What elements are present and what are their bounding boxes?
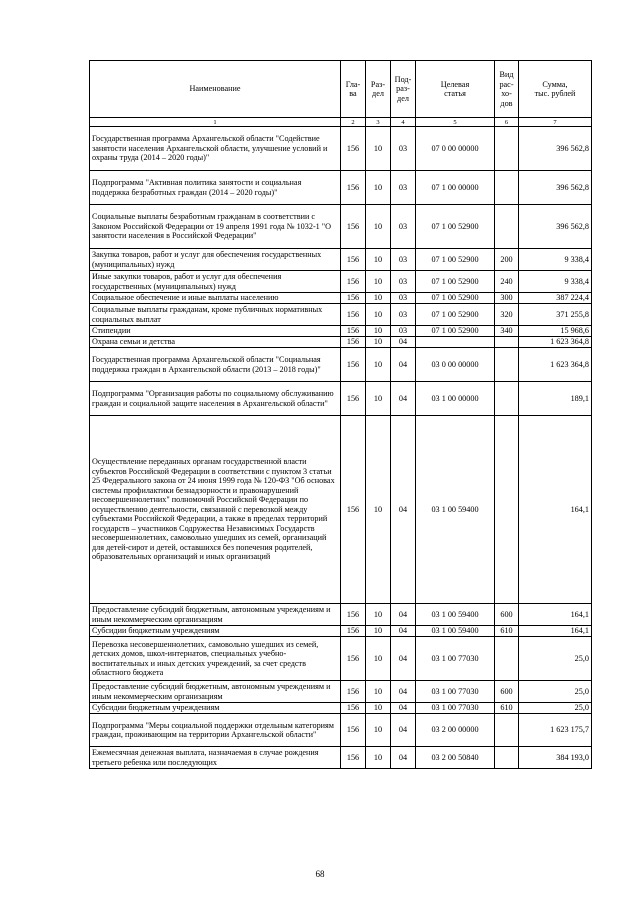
row-name: Ежемесячная денежная выплата, назначаемая в случае рождения третьего ребенка или последующих [90,747,341,769]
row-chapter: 156 [341,747,366,769]
row-chapter: 156 [341,714,366,747]
row-subsection: 03 [391,127,416,171]
row-chapter: 156 [341,271,366,293]
header-amount: Сумма, тыс. рублей [519,61,592,118]
row-subsection: 03 [391,293,416,304]
row-subsection: 03 [391,249,416,271]
row-amount: 396 562,8 [519,171,592,205]
row-chapter: 156 [341,637,366,681]
row-amount: 9 338,4 [519,271,592,293]
row-expense-type [495,637,519,681]
row-expense-type [495,382,519,416]
row-subsection: 04 [391,747,416,769]
row-amount: 396 562,8 [519,205,592,249]
table-row [90,271,592,293]
column-number: 7 [519,118,592,127]
row-chapter: 156 [341,416,366,604]
row-expense-type: 320 [495,304,519,326]
table-row [90,293,592,304]
table-row [90,604,592,626]
header-row [90,61,592,118]
row-name: Субсидии бюджетным учреждениям [90,626,341,637]
row-target: 03 2 00 50840 [416,747,495,769]
header-target: Целевая статья [416,61,495,118]
row-target: 07 1 00 52900 [416,326,495,337]
row-amount: 387 224,4 [519,293,592,304]
table-row [90,171,592,205]
row-subsection: 04 [391,714,416,747]
table-row [90,637,592,681]
row-section: 10 [366,382,391,416]
row-amount: 396 562,8 [519,127,592,171]
table-row [90,703,592,714]
row-target: 07 1 00 52900 [416,271,495,293]
row-target: 07 0 00 00000 [416,127,495,171]
row-section: 10 [366,703,391,714]
row-expense-type: 610 [495,626,519,637]
row-expense-type: 340 [495,326,519,337]
header-chapter: Гла- ва [341,61,366,118]
row-name: Государственная программа Архангельской области "Содействие занятости населения Архангельской области, улучшение условий и охраны труда (2014 – 2020 годы)" [90,127,341,171]
row-name: Государственная программа Архангельской области "Социальная поддержка граждан в Архангельской области (2013 – 2018 годы)" [90,348,341,382]
row-section: 10 [366,337,391,348]
row-section: 10 [366,304,391,326]
row-expense-type: 300 [495,293,519,304]
row-name: Подпрограмма "Активная политика занятости и социальная поддержка безработных граждан (2014 – 2020 годы)" [90,171,341,205]
column-number: 6 [495,118,519,127]
table-row [90,205,592,249]
row-section: 10 [366,348,391,382]
row-section: 10 [366,171,391,205]
table-row [90,348,592,382]
row-amount: 189,1 [519,382,592,416]
row-section: 10 [366,604,391,626]
row-target: 07 1 00 52900 [416,249,495,271]
row-expense-type [495,171,519,205]
row-target: 03 1 00 59400 [416,604,495,626]
row-target: 03 2 00 00000 [416,714,495,747]
table-body [90,127,592,769]
row-subsection: 04 [391,382,416,416]
row-target: 03 1 00 77030 [416,637,495,681]
row-subsection: 03 [391,205,416,249]
row-subsection: 04 [391,348,416,382]
row-amount: 1 623 175,7 [519,714,592,747]
row-chapter: 156 [341,304,366,326]
header-name: Наименование [90,61,341,118]
row-amount: 1 623 364,8 [519,348,592,382]
row-subsection: 04 [391,637,416,681]
page-number: 68 [315,869,325,879]
row-expense-type [495,337,519,348]
column-number: 2 [341,118,366,127]
row-expense-type: 240 [495,271,519,293]
budget-table [89,60,592,769]
row-name: Подпрограмма "Меры социальной поддержки отдельным категориям граждан, проживающим на территории Архангельской области" [90,714,341,747]
table-row [90,326,592,337]
row-target: 03 1 00 77030 [416,681,495,703]
table-row [90,382,592,416]
row-target: 03 1 00 59400 [416,416,495,604]
row-target: 07 1 00 00000 [416,171,495,205]
row-chapter: 156 [341,326,366,337]
row-section: 10 [366,205,391,249]
row-section: 10 [366,127,391,171]
row-name: Перевозка несовершеннолетних, самовольно ушедших из семей, детских домов, школ-интернатов, специальных учебно-воспитательных и иных детских учреждений, за счет средств областного бюджета [90,637,341,681]
row-expense-type: 610 [495,703,519,714]
row-section: 10 [366,626,391,637]
row-amount: 25,0 [519,637,592,681]
row-amount: 1 623 364,8 [519,337,592,348]
row-expense-type [495,205,519,249]
row-subsection: 04 [391,337,416,348]
row-expense-type: 600 [495,604,519,626]
row-amount: 25,0 [519,681,592,703]
row-name: Закупка товаров, работ и услуг для обеспечения государственных (муниципальных) нужд [90,249,341,271]
row-expense-type [495,747,519,769]
row-section: 10 [366,326,391,337]
table-row [90,304,592,326]
header-section: Раз- дел [366,61,391,118]
row-amount: 164,1 [519,626,592,637]
row-subsection: 03 [391,171,416,205]
row-subsection: 04 [391,703,416,714]
row-chapter: 156 [341,127,366,171]
row-target: 07 1 00 52900 [416,304,495,326]
row-amount: 164,1 [519,416,592,604]
column-number: 3 [366,118,391,127]
table-row [90,714,592,747]
column-number-row [90,118,592,127]
row-chapter: 156 [341,681,366,703]
row-section: 10 [366,293,391,304]
header-subsection: Под- раз- дел [391,61,416,118]
row-target: 07 1 00 52900 [416,205,495,249]
column-number: 4 [391,118,416,127]
row-subsection: 03 [391,304,416,326]
row-chapter: 156 [341,293,366,304]
row-chapter: 156 [341,205,366,249]
row-name: Социальное обеспечение и иные выплаты населению [90,293,341,304]
row-chapter: 156 [341,604,366,626]
row-chapter: 156 [341,348,366,382]
row-section: 10 [366,637,391,681]
row-target [416,337,495,348]
row-name: Предоставление субсидий бюджетным, автономным учреждениям и иным некоммерческим организациям [90,604,341,626]
row-amount: 15 968,6 [519,326,592,337]
row-subsection: 03 [391,326,416,337]
row-expense-type: 600 [495,681,519,703]
row-section: 10 [366,416,391,604]
row-chapter: 156 [341,337,366,348]
table-row [90,626,592,637]
table-row [90,747,592,769]
row-amount: 164,1 [519,604,592,626]
row-section: 10 [366,681,391,703]
row-subsection: 04 [391,626,416,637]
row-name: Социальные выплаты безработным гражданам в соответствии с Законом Российской Федерации от 19 апреля 1991 года № 1032-1 "О занятости населения в Российской Федерации" [90,205,341,249]
row-section: 10 [366,747,391,769]
row-expense-type [495,416,519,604]
row-name: Социальные выплаты гражданам, кроме публичных нормативных социальных выплат [90,304,341,326]
row-amount: 384 193,0 [519,747,592,769]
row-name: Охрана семьи и детства [90,337,341,348]
row-expense-type [495,127,519,171]
row-section: 10 [366,249,391,271]
table-row [90,249,592,271]
row-name: Подпрограмма "Организация работы по социальному обслуживанию граждан и социальной защите населения в Архангельской области" [90,382,341,416]
row-chapter: 156 [341,626,366,637]
row-amount: 25,0 [519,703,592,714]
row-name: Стипендии [90,326,341,337]
column-number: 5 [416,118,495,127]
table-row [90,127,592,171]
row-chapter: 156 [341,703,366,714]
row-chapter: 156 [341,171,366,205]
row-subsection: 04 [391,416,416,604]
table-row [90,337,592,348]
table-row [90,416,592,604]
row-name: Иные закупки товаров, работ и услуг для обеспечения государственных (муниципальных) нужд [90,271,341,293]
row-amount: 9 338,4 [519,249,592,271]
row-name: Предоставление субсидий бюджетным, автономным учреждениям и иным некоммерческим организациям [90,681,341,703]
row-amount: 371 255,8 [519,304,592,326]
row-target: 03 1 00 77030 [416,703,495,714]
row-target: 03 1 00 59400 [416,626,495,637]
row-expense-type: 200 [495,249,519,271]
row-target: 03 1 00 00000 [416,382,495,416]
row-target: 07 1 00 52900 [416,293,495,304]
column-number: 1 [90,118,341,127]
row-target: 03 0 00 00000 [416,348,495,382]
row-subsection: 04 [391,681,416,703]
row-name: Субсидии бюджетным учреждениям [90,703,341,714]
row-subsection: 04 [391,604,416,626]
row-section: 10 [366,271,391,293]
row-expense-type [495,714,519,747]
row-name: Осуществление переданных органам государственной власти субъектов Российской Федерации в соответствии с пунктом 3 статьи 25 Федерального закона от 24 июня 1999 года № 120-ФЗ "Об основах системы профилактики безнадзорности и правонарушений несовершеннолетних" полномочий Российской Федерации по осуществлению деятельности, связанной с перевозкой между субъектами Российской Федерации, а также в пределах территорий государств – участников Содружества Независимых Государств несовершеннолетних, самовольно ушедших из семей, организаций для детей-сирот и детей, оставшихся без попечения родителей, образовательных организаций и иных организаций [90,416,341,604]
table-row [90,681,592,703]
row-subsection: 03 [391,271,416,293]
row-chapter: 156 [341,382,366,416]
row-expense-type [495,348,519,382]
header-expense-type: Вид рас- хо- дов [495,61,519,118]
row-chapter: 156 [341,249,366,271]
row-section: 10 [366,714,391,747]
